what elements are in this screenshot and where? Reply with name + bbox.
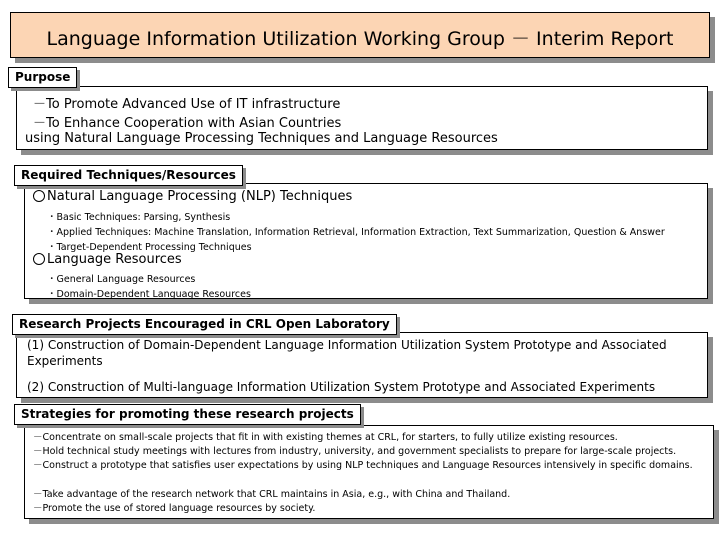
purpose-box [16,86,708,150]
strategy-item-4: －Take advantage of the research network that CRL maintains in Asia, e.g., with China and Thailand. [33,489,511,500]
research-label: Research Projects Encouraged in CRL Open Laboratory [12,314,397,335]
purpose-line-2: －To Enhance Cooperation with Asian Countries [33,116,342,131]
strategy-item-5: －Promote the use of stored language resources by society. [33,503,316,514]
lr-item-2: ・Domain-Dependent Language Resources [47,289,251,300]
purpose-line-3: using Natural Language Processing Techniques and Language Resources [25,131,498,146]
purpose-line-1: －To Promote Advanced Use of IT infrastructure [33,97,341,112]
lr-heading-text: Language Resources [47,252,182,267]
lr-item-1: ・General Language Resources [47,274,196,285]
research-box [16,332,708,398]
lr-heading [33,252,182,267]
techniques-box [24,183,708,299]
nlp-item-2: ・Applied Techniques: Machine Translation, Information Retrieval, Information Extraction, Text Summarization, Question & Answer [47,227,665,238]
strategy-item-2: －Hold technical study meetings with lectures from industry, university, and government specialists to prepare for large-scale projects. [33,446,677,457]
nlp-heading-text: Natural Language Processing (NLP) Techniques [47,189,353,204]
page-title: Language Information Utilization Working Group － Interim Report [46,28,674,50]
research-item-2: (2) Construction of Multi-language Information Utilization System Prototype and Associated Experiments [27,380,656,394]
strategy-item-1: －Concentrate on small-scale projects that fit in with existing themes at CRL, for starters, to fully utilize existing resources. [33,432,618,443]
strategies-label: Strategies for promoting these research projects [14,404,361,425]
circle-bullet-icon [33,190,45,202]
purpose-label: Purpose [8,67,77,88]
nlp-heading [33,189,352,204]
strategy-item-3: －Construct a prototype that satisfies user expectations by using NLP techniques and Language Resources intensively in specific domains. [33,460,693,471]
strategies-box [24,425,714,519]
nlp-item-3: ・Target-Dependent Processing Techniques [47,242,252,253]
nlp-item-1: ・Basic Techniques: Parsing, Synthesis [47,212,231,223]
techniques-label: Required Techniques/Resources [14,165,243,186]
research-item-1: (1) Construction of Domain-Dependent Language Information Utilization System Prototype and Associated Experiments [27,338,667,368]
title-banner [10,12,710,58]
circle-bullet-icon [33,253,45,265]
